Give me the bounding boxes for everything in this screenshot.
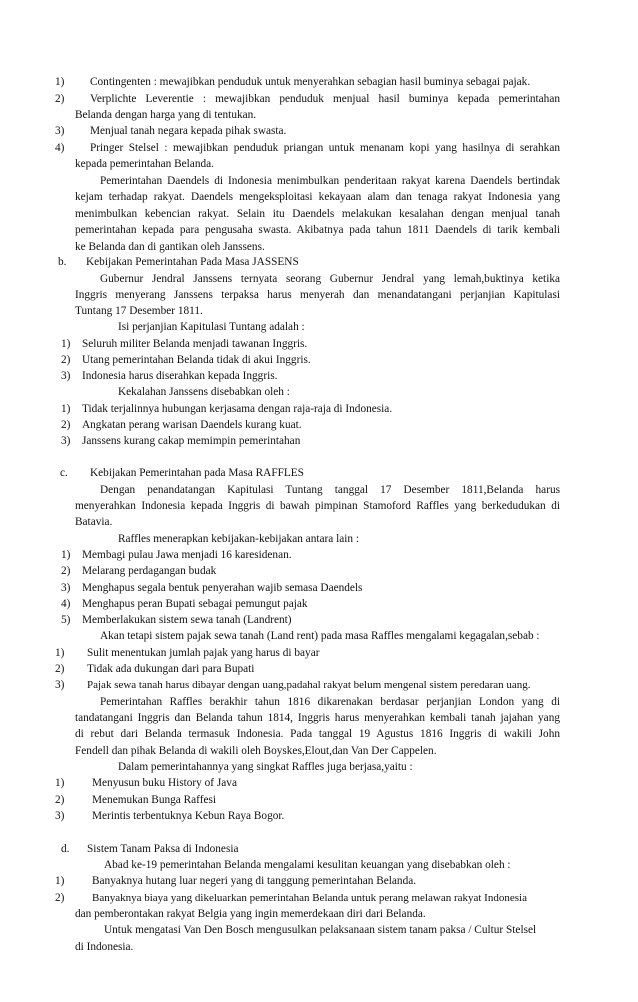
section-letter: d.	[61, 843, 70, 855]
section-heading: Kebijakan Pemerintahan pada Masa RAFFLES	[90, 467, 304, 479]
paragraph-line: tandatangani Inggris dan Belanda tahun 1814, Inggris harus menyerahkan kembali tanah jajahan yang	[75, 712, 560, 724]
list-item-text: Banyaknya biaya yang dikeluarkan pemerintahan Belanda untuk perang melawan rakyat Indonesia	[92, 892, 527, 904]
list-number: 4)	[61, 598, 71, 610]
list-number: 2)	[61, 565, 71, 577]
paragraph-line: pemerintahan kepada para pengusaha swasta. Akibatnya pada tahun 1811 Daendels di tarik kembali	[75, 224, 560, 236]
paragraph-line: Abad ke-19 pemerintahan Belanda mengalami kesulitan keuangan yang disebabkan oleh :	[104, 859, 511, 871]
list-number: 1)	[55, 875, 65, 887]
list-item-text: Indonesia harus diserahkan kepada Inggris.	[82, 370, 278, 382]
subsection-title: Kekalahan Janssens disebabkan oleh :	[118, 386, 290, 398]
paragraph-line: ke Belanda dan di gantikan oleh Janssens.	[75, 241, 265, 253]
list-item-text: Pajak sewa tanah harus dibayar dengan uang,padahal rakyat belum mengenal sistem peredaran uang.	[87, 679, 531, 691]
section-heading: Kebijakan Pemerintahan Pada Masa JASSENS	[86, 256, 299, 268]
list-item-text: Merintis terbentuknya Kebun Raya Bogor.	[92, 810, 285, 822]
list-item-text: Menyusun buku History of Java	[92, 777, 237, 789]
paragraph-line: di Indonesia.	[75, 941, 134, 953]
paragraph-line: menyerahkan Indonesia kepada Inggris di bawah pimpinan Stamoford Raffles yang berkedudukan di	[75, 500, 560, 512]
paragraph-line: kejam terhadap rakyat. Daendels mengeksploitasi kekayaan alam dan tenaga rakyat Indonesia yang	[75, 191, 560, 203]
paragraph-line: di rebut dari Belanda termasuk Indonesia. Pada tanggal 19 Agustus 1816 Inggris di wakili John	[75, 728, 560, 740]
list-item-text: Banyaknya hutang luar negeri yang di tanggung pemerintahan Belanda.	[92, 875, 417, 887]
list-item-text: Memberlakukan sistem sewa tanah (Landrent)	[82, 614, 292, 626]
paragraph-line: menimbulkan kebencian rakyat. Selain itu Daendels melakukan kesalahan dengan menjual tanah	[75, 208, 560, 220]
list-item-text: Janssens kurang cakap memimpin pemerintahan	[82, 435, 301, 447]
list-item-text: Seluruh militer Belanda menjadi tawanan Inggris.	[82, 338, 308, 350]
paragraph-line: Pemerintahan Raffles berakhir tahun 1816 dikarenakan berdasar perjanjian London yang di	[100, 696, 560, 708]
list-number: 3)	[61, 435, 71, 447]
paragraph-line: Dengan penandatangan Kapitulasi Tuntang tanggal 17 Desember 1811,Belanda harus	[100, 484, 560, 496]
list-number: 5)	[61, 614, 71, 626]
list-item-text: Tidak ada dukungan dari para Bupati	[87, 663, 255, 675]
list-item-text: Melarang perdagangan budak	[82, 565, 217, 577]
list-number: 4)	[55, 142, 65, 154]
list-item-text: Menjual tanah negara kepada pihak swasta.	[90, 125, 287, 137]
list-item-text: Contingenten : mewajibkan penduduk untuk menyerahkan sebagian hasil buminya sebagai pajak.	[90, 76, 531, 88]
list-number: 2)	[55, 892, 65, 904]
list-number: 3)	[55, 125, 65, 137]
list-item-text: Verplichte Leverentie : mewajibkan penduduk menjual hasil buminya kepada pemerintahan	[90, 93, 560, 105]
list-item-text: kepada pemerintahan Belanda.	[75, 158, 214, 170]
list-number: 3)	[55, 810, 65, 822]
list-item-text: Menghapus peran Bupati sebagai pemungut pajak	[82, 598, 308, 610]
list-number: 1)	[61, 549, 71, 561]
list-item-text: Angkatan perang warisan Daendels kurang kuat.	[82, 419, 302, 431]
list-item-text: Utang pemerintahan Belanda tidak di akui Inggris.	[82, 354, 311, 366]
list-number: 2)	[55, 93, 65, 105]
list-item-text: Menghapus segala bentuk penyerahan wajib semasa Daendels	[82, 582, 363, 594]
subsection-title: Akan tetapi sistem pajak sewa tanah (Land rent) pada masa Raffles mengalami kegagalan,sebab :	[100, 630, 540, 642]
list-item-text: dan pemberontakan rakyat Belgia yang ingin memerdekaan diri dari Belanda.	[75, 908, 426, 920]
section-letter: c.	[60, 467, 68, 479]
list-number: 2)	[55, 663, 65, 675]
paragraph-line: Untuk mengatasi Van Den Bosch mengusulkan pelaksanaan sistem tanam paksa / Cultur Stelsel	[104, 924, 537, 936]
list-item-text: Belanda dengan harga yang di tentukan.	[75, 109, 257, 121]
section-letter: b.	[58, 256, 67, 268]
list-number: 1)	[55, 647, 65, 659]
list-number: 3)	[61, 370, 71, 382]
list-item-text: Tidak terjalinnya hubungan kerjasama dengan raja-raja di Indonesia.	[82, 403, 393, 415]
list-item-text: Menemukan Bunga Raffesi	[92, 794, 217, 806]
list-number: 2)	[61, 419, 71, 431]
list-number: 2)	[55, 794, 65, 806]
paragraph-line: Batavia.	[75, 516, 113, 528]
paragraph-line: Gubernur Jendral Janssens ternyata seorang Gubernur Jendral yang lemah,buktinya ketika	[100, 273, 560, 285]
list-number: 2)	[61, 354, 71, 366]
paragraph-line: Fendell dan pihak Belanda di wakili oleh Boyskes,Elout,dan Van Der Cappelen.	[75, 745, 437, 757]
list-item-text: Sulit menentukan jumlah pajak yang harus di bayar	[87, 647, 320, 659]
list-number: 1)	[55, 76, 65, 88]
list-item-text: Membagi pulau Jawa menjadi 16 karesidenan.	[82, 549, 292, 561]
paragraph-line: Inggris menyerang Janssens terpaksa harus menyerah dan menandatangani perjanjian Kapitulasi	[75, 289, 560, 301]
list-number: 1)	[55, 777, 65, 789]
list-item-text: Pringer Stelsel : mewajibkan penduduk priangan untuk menanam kopi yang hasilnya di serahkan	[90, 142, 560, 154]
section-heading: Sistem Tanam Paksa di Indonesia	[87, 843, 239, 855]
subsection-title: Isi perjanjian Kapitulasi Tuntang adalah :	[118, 321, 305, 333]
list-number: 3)	[55, 679, 65, 691]
list-number: 1)	[61, 338, 71, 350]
list-number: 3)	[61, 582, 71, 594]
paragraph-line: Pemerintahan Daendels di Indonesia menimbulkan penderitaan rakyat karena Daendels bertindak	[100, 175, 560, 187]
paragraph-line: Tuntang 17 Desember 1811.	[75, 305, 203, 317]
subsection-title: Raffles menerapkan kebijakan-kebijakan antara lain :	[118, 533, 359, 545]
list-number: 1)	[61, 403, 71, 415]
subsection-title: Dalam pemerintahannya yang singkat Raffles juga berjasa,yaitu :	[118, 761, 413, 773]
